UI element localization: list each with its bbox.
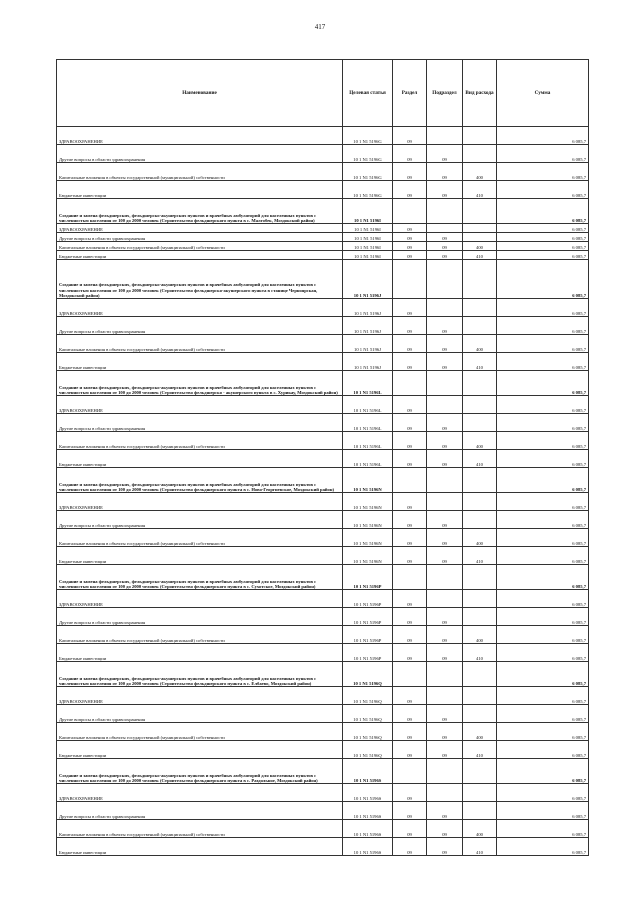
cell-sum: 6 085,7 bbox=[497, 784, 589, 802]
cell-sum: 6 085,7 bbox=[497, 432, 589, 450]
cell-type bbox=[463, 224, 497, 233]
cell-name: Другие вопросы в области здравоохранения bbox=[57, 511, 343, 529]
cell-code: 10 1 N1 5196N bbox=[343, 493, 393, 511]
cell-code: 10 1 N1 5196I bbox=[343, 233, 393, 242]
cell-subsection bbox=[427, 493, 463, 511]
cell-type bbox=[463, 371, 497, 396]
cell-code: 10 1 N1 5196J bbox=[343, 299, 393, 317]
cell-sum: 6 085,7 bbox=[497, 802, 589, 820]
table-row bbox=[57, 590, 589, 608]
cell-section bbox=[393, 371, 427, 396]
cell-code: 10 1 N1 5196S bbox=[343, 820, 393, 838]
table-row bbox=[57, 529, 589, 547]
cell-sum: 6 085,7 bbox=[497, 251, 589, 260]
cell-section: 09 bbox=[393, 181, 427, 199]
cell-code: 10 1 N1 5196P bbox=[343, 608, 393, 626]
cell-name: ЗДРАВООХРАНЕНИЕ bbox=[57, 224, 343, 233]
table-row bbox=[57, 687, 589, 705]
cell-sum: 6 085,7 bbox=[497, 468, 589, 493]
cell-name: Бюджетные инвестиции bbox=[57, 251, 343, 260]
cell-section: 09 bbox=[393, 511, 427, 529]
cell-section: 09 bbox=[393, 396, 427, 414]
cell-name: Бюджетные инвестиции bbox=[57, 741, 343, 759]
cell-name: Создание и замена фельдшерских, фельдшерско-акушерских пунктов и врачебных амбулаторий для населенных пунктов с численностью населения от 100 до 2000 человек (Строительство фельдшерско-акушерского пункта в станице Черноярская, Моздокский район) bbox=[57, 260, 343, 299]
cell-name: ЗДРАВООХРАНЕНИЕ bbox=[57, 784, 343, 802]
cell-name: Другие вопросы в области здравоохранения bbox=[57, 233, 343, 242]
cell-type: 410 bbox=[463, 547, 497, 565]
cell-type bbox=[463, 608, 497, 626]
cell-subsection: 09 bbox=[427, 705, 463, 723]
cell-code: 10 1 N1 5196L bbox=[343, 414, 393, 432]
cell-code: 10 1 N1 5196P bbox=[343, 590, 393, 608]
cell-section bbox=[393, 468, 427, 493]
cell-name: Капитальные вложения в объекты государственной (муниципальной) собственности bbox=[57, 626, 343, 644]
cell-name: Бюджетные инвестиции bbox=[57, 450, 343, 468]
cell-sum: 6 085,7 bbox=[497, 511, 589, 529]
cell-sum: 6 085,7 bbox=[497, 199, 589, 224]
cell-subsection: 09 bbox=[427, 838, 463, 856]
table-row bbox=[57, 335, 589, 353]
cell-code: 10 1 N1 5196L bbox=[343, 432, 393, 450]
budget-table bbox=[56, 59, 589, 856]
cell-type: 400 bbox=[463, 242, 497, 251]
cell-sum: 6 085,7 bbox=[497, 371, 589, 396]
cell-section: 09 bbox=[393, 741, 427, 759]
cell-sum: 6 085,7 bbox=[497, 224, 589, 233]
cell-subsection bbox=[427, 371, 463, 396]
cell-code: 10 1 N1 5196L bbox=[343, 371, 393, 396]
cell-section: 09 bbox=[393, 529, 427, 547]
cell-code: 10 1 N1 5196J bbox=[343, 260, 393, 299]
cell-sum: 6 085,7 bbox=[497, 626, 589, 644]
cell-type: 400 bbox=[463, 163, 497, 181]
table-row bbox=[57, 181, 589, 199]
cell-name: ЗДРАВООХРАНЕНИЕ bbox=[57, 687, 343, 705]
cell-section: 09 bbox=[393, 414, 427, 432]
cell-code: 10 1 N1 5196N bbox=[343, 529, 393, 547]
cell-sum: 6 085,7 bbox=[497, 644, 589, 662]
cell-name: Другие вопросы в области здравоохранения bbox=[57, 145, 343, 163]
cell-name: ЗДРАВООХРАНЕНИЕ bbox=[57, 396, 343, 414]
cell-code: 10 1 N1 5196I bbox=[343, 242, 393, 251]
cell-code: 10 1 N1 5196Q bbox=[343, 662, 393, 687]
cell-code: 10 1 N1 5196P bbox=[343, 565, 393, 590]
cell-section bbox=[393, 759, 427, 784]
cell-subsection: 09 bbox=[427, 547, 463, 565]
cell-name: ЗДРАВООХРАНЕНИЕ bbox=[57, 493, 343, 511]
cell-code: 10 1 N1 5196P bbox=[343, 644, 393, 662]
table-row bbox=[57, 820, 589, 838]
cell-name: ЗДРАВООХРАНЕНИЕ bbox=[57, 590, 343, 608]
cell-name: Капитальные вложения в объекты государственной (муниципальной) собственности bbox=[57, 432, 343, 450]
cell-subsection bbox=[427, 199, 463, 224]
cell-code: 10 1 N1 5196N bbox=[343, 511, 393, 529]
cell-sum: 6 085,7 bbox=[497, 353, 589, 371]
table-row bbox=[57, 644, 589, 662]
table-row bbox=[57, 723, 589, 741]
cell-section: 09 bbox=[393, 784, 427, 802]
cell-subsection bbox=[427, 662, 463, 687]
cell-sum: 6 085,7 bbox=[497, 687, 589, 705]
table-row bbox=[57, 608, 589, 626]
table-row bbox=[57, 547, 589, 565]
table-row bbox=[57, 251, 589, 260]
cell-subsection: 09 bbox=[427, 450, 463, 468]
cell-sum: 6 085,7 bbox=[497, 741, 589, 759]
cell-subsection: 09 bbox=[427, 181, 463, 199]
cell-section bbox=[393, 199, 427, 224]
cell-type bbox=[463, 396, 497, 414]
cell-subsection: 09 bbox=[427, 414, 463, 432]
cell-subsection: 09 bbox=[427, 820, 463, 838]
cell-code: 10 1 N1 5196L bbox=[343, 450, 393, 468]
table-row bbox=[57, 317, 589, 335]
table-row bbox=[57, 432, 589, 450]
cell-subsection: 09 bbox=[427, 644, 463, 662]
cell-subsection bbox=[427, 759, 463, 784]
cell-name: Капитальные вложения в объекты государственной (муниципальной) собственности bbox=[57, 820, 343, 838]
cell-section: 09 bbox=[393, 450, 427, 468]
cell-section: 09 bbox=[393, 163, 427, 181]
cell-name: Создание и замена фельдшерских, фельдшерско-акушерских пунктов и врачебных амбулаторий для населенных пунктов с численностью населения от 100 до 2000 человек (Строительство фельдшерского пункта в с. Елбаево, Моздокский район) bbox=[57, 662, 343, 687]
cell-subsection: 09 bbox=[427, 741, 463, 759]
cell-code: 10 1 N1 5196Q bbox=[343, 687, 393, 705]
cell-section: 09 bbox=[393, 353, 427, 371]
cell-name: Создание и замена фельдшерских, фельдшерско-акушерских пунктов и врачебных амбулаторий для населенных пунктов с численностью населения от 100 до 2000 человек (Строительство фельдшерского пункта в с. Малгобек, Моздокский район) bbox=[57, 199, 343, 224]
cell-subsection: 09 bbox=[427, 242, 463, 251]
cell-type bbox=[463, 317, 497, 335]
table-row bbox=[57, 233, 589, 242]
cell-subsection: 09 bbox=[427, 626, 463, 644]
cell-section: 09 bbox=[393, 626, 427, 644]
cell-section: 09 bbox=[393, 547, 427, 565]
cell-type bbox=[463, 145, 497, 163]
cell-code: 10 1 N1 5196I bbox=[343, 224, 393, 233]
cell-subsection: 09 bbox=[427, 529, 463, 547]
cell-type: 400 bbox=[463, 335, 497, 353]
cell-type bbox=[463, 662, 497, 687]
cell-type bbox=[463, 299, 497, 317]
cell-code: 10 1 N1 5196J bbox=[343, 353, 393, 371]
table-group-row bbox=[57, 199, 589, 224]
cell-type bbox=[463, 565, 497, 590]
cell-code: 10 1 N1 5196S bbox=[343, 784, 393, 802]
cell-sum: 6 085,7 bbox=[497, 608, 589, 626]
cell-type: 410 bbox=[463, 251, 497, 260]
cell-sum: 6 085,7 bbox=[497, 145, 589, 163]
cell-sum: 6 085,7 bbox=[497, 233, 589, 242]
cell-section: 09 bbox=[393, 802, 427, 820]
cell-type bbox=[463, 233, 497, 242]
cell-type: 400 bbox=[463, 529, 497, 547]
cell-subsection bbox=[427, 224, 463, 233]
table-body bbox=[57, 127, 589, 856]
cell-subsection: 09 bbox=[427, 353, 463, 371]
cell-sum: 6 085,7 bbox=[497, 260, 589, 299]
cell-subsection: 09 bbox=[427, 233, 463, 242]
table-row bbox=[57, 353, 589, 371]
cell-type bbox=[463, 468, 497, 493]
cell-type: 400 bbox=[463, 432, 497, 450]
cell-sum: 6 085,7 bbox=[497, 450, 589, 468]
cell-section bbox=[393, 662, 427, 687]
table-row bbox=[57, 145, 589, 163]
cell-section: 09 bbox=[393, 590, 427, 608]
cell-sum: 6 085,7 bbox=[497, 414, 589, 432]
cell-code: 10 1 N1 5196Q bbox=[343, 705, 393, 723]
cell-section: 09 bbox=[393, 723, 427, 741]
cell-section: 09 bbox=[393, 820, 427, 838]
cell-type bbox=[463, 493, 497, 511]
cell-subsection: 09 bbox=[427, 432, 463, 450]
cell-subsection bbox=[427, 590, 463, 608]
cell-subsection: 09 bbox=[427, 145, 463, 163]
cell-name: Бюджетные инвестиции bbox=[57, 353, 343, 371]
cell-type: 400 bbox=[463, 723, 497, 741]
header-section: Раздел bbox=[393, 60, 427, 127]
cell-section: 09 bbox=[393, 432, 427, 450]
cell-type: 400 bbox=[463, 820, 497, 838]
cell-code: 10 1 N1 5196J bbox=[343, 317, 393, 335]
cell-sum: 6 085,7 bbox=[497, 335, 589, 353]
table-group-row bbox=[57, 662, 589, 687]
cell-type: 410 bbox=[463, 644, 497, 662]
cell-section: 09 bbox=[393, 127, 427, 145]
cell-sum: 6 085,7 bbox=[497, 299, 589, 317]
cell-type bbox=[463, 127, 497, 145]
cell-sum: 6 085,7 bbox=[497, 242, 589, 251]
table-row bbox=[57, 784, 589, 802]
cell-sum: 6 085,7 bbox=[497, 705, 589, 723]
cell-section: 09 bbox=[393, 299, 427, 317]
cell-name: Создание и замена фельдшерских, фельдшерско-акушерских пунктов и врачебных амбулаторий для населенных пунктов с численностью населения от 100 до 2000 человек (Строительство фельдшерско - акушерского пункта в с. Хурикау, Моздокский район) bbox=[57, 371, 343, 396]
cell-sum: 6 085,7 bbox=[497, 820, 589, 838]
cell-section: 09 bbox=[393, 493, 427, 511]
cell-subsection: 09 bbox=[427, 163, 463, 181]
cell-type bbox=[463, 687, 497, 705]
cell-type: 410 bbox=[463, 741, 497, 759]
table-row bbox=[57, 626, 589, 644]
table-row bbox=[57, 127, 589, 145]
cell-type: 400 bbox=[463, 626, 497, 644]
cell-sum: 6 085,7 bbox=[497, 493, 589, 511]
cell-type bbox=[463, 199, 497, 224]
table-group-row bbox=[57, 468, 589, 493]
cell-code: 10 1 N1 5196P bbox=[343, 626, 393, 644]
table-row bbox=[57, 414, 589, 432]
cell-type bbox=[463, 705, 497, 723]
cell-name: ЗДРАВООХРАНЕНИЕ bbox=[57, 299, 343, 317]
cell-name: Другие вопросы в области здравоохранения bbox=[57, 608, 343, 626]
cell-type bbox=[463, 511, 497, 529]
cell-section: 09 bbox=[393, 233, 427, 242]
cell-code: 10 1 N1 5196I bbox=[343, 199, 393, 224]
cell-code: 10 1 N1 5196G bbox=[343, 181, 393, 199]
cell-sum: 6 085,7 bbox=[497, 396, 589, 414]
cell-code: 10 1 N1 5196S bbox=[343, 759, 393, 784]
cell-code: 10 1 N1 5196Q bbox=[343, 723, 393, 741]
cell-section: 09 bbox=[393, 705, 427, 723]
table-header bbox=[57, 60, 589, 127]
cell-type bbox=[463, 590, 497, 608]
cell-sum: 6 085,7 bbox=[497, 127, 589, 145]
cell-section: 09 bbox=[393, 145, 427, 163]
table-row bbox=[57, 224, 589, 233]
cell-sum: 6 085,7 bbox=[497, 723, 589, 741]
cell-subsection: 09 bbox=[427, 335, 463, 353]
cell-subsection bbox=[427, 260, 463, 299]
cell-type bbox=[463, 414, 497, 432]
cell-name: Другие вопросы в области здравоохранения bbox=[57, 414, 343, 432]
table-row bbox=[57, 396, 589, 414]
cell-name: Создание и замена фельдшерских, фельдшерско-акушерских пунктов и врачебных амбулаторий для населенных пунктов с численностью населения от 100 до 2000 человек (Строительство фельдшерского пункта в с. Раздольное, Моздокский район) bbox=[57, 759, 343, 784]
cell-subsection bbox=[427, 127, 463, 145]
cell-name: Капитальные вложения в объекты государственной (муниципальной) собственности bbox=[57, 723, 343, 741]
cell-subsection bbox=[427, 396, 463, 414]
cell-type bbox=[463, 802, 497, 820]
header-name: Наименование bbox=[57, 60, 343, 127]
cell-sum: 6 085,7 bbox=[497, 838, 589, 856]
cell-name: Бюджетные инвестиции bbox=[57, 644, 343, 662]
cell-code: 10 1 N1 5196N bbox=[343, 547, 393, 565]
table-row bbox=[57, 741, 589, 759]
header-subsection: Подраздел bbox=[427, 60, 463, 127]
cell-name: Создание и замена фельдшерских, фельдшерско-акушерских пунктов и врачебных амбулаторий для населенных пунктов с численностью населения от 100 до 2000 человек (Строительство фельдшерского пункта в с. Ново-Георгиевское, Моздокский район) bbox=[57, 468, 343, 493]
cell-section: 09 bbox=[393, 335, 427, 353]
cell-code: 10 1 N1 5196G bbox=[343, 145, 393, 163]
cell-sum: 6 085,7 bbox=[497, 529, 589, 547]
cell-subsection: 09 bbox=[427, 608, 463, 626]
table-group-row bbox=[57, 565, 589, 590]
cell-subsection bbox=[427, 299, 463, 317]
cell-sum: 6 085,7 bbox=[497, 590, 589, 608]
cell-type: 410 bbox=[463, 838, 497, 856]
cell-section: 09 bbox=[393, 838, 427, 856]
cell-name: ЗДРАВООХРАНЕНИЕ bbox=[57, 127, 343, 145]
cell-section: 09 bbox=[393, 251, 427, 260]
cell-name: Бюджетные инвестиции bbox=[57, 181, 343, 199]
cell-name: Капитальные вложения в объекты государственной (муниципальной) собственности bbox=[57, 163, 343, 181]
cell-sum: 6 085,7 bbox=[497, 759, 589, 784]
cell-subsection bbox=[427, 468, 463, 493]
cell-subsection: 09 bbox=[427, 802, 463, 820]
table-row bbox=[57, 163, 589, 181]
table-row bbox=[57, 802, 589, 820]
cell-subsection: 09 bbox=[427, 723, 463, 741]
cell-name: Другие вопросы в области здравоохранения bbox=[57, 317, 343, 335]
cell-code: 10 1 N1 5196Q bbox=[343, 741, 393, 759]
cell-name: Бюджетные инвестиции bbox=[57, 838, 343, 856]
cell-subsection bbox=[427, 565, 463, 590]
cell-type: 410 bbox=[463, 353, 497, 371]
cell-code: 10 1 N1 5196S bbox=[343, 802, 393, 820]
cell-sum: 6 085,7 bbox=[497, 565, 589, 590]
table-row bbox=[57, 705, 589, 723]
cell-name: Капитальные вложения в объекты государственной (муниципальной) собственности bbox=[57, 335, 343, 353]
cell-section: 09 bbox=[393, 608, 427, 626]
cell-subsection bbox=[427, 784, 463, 802]
table-row bbox=[57, 511, 589, 529]
cell-name: Другие вопросы в области здравоохранения bbox=[57, 705, 343, 723]
cell-type: 410 bbox=[463, 450, 497, 468]
cell-code: 10 1 N1 5196I bbox=[343, 251, 393, 260]
table-row bbox=[57, 242, 589, 251]
cell-section: 09 bbox=[393, 242, 427, 251]
header-code: Целевая статья bbox=[343, 60, 393, 127]
table-row bbox=[57, 299, 589, 317]
cell-name: Другие вопросы в области здравоохранения bbox=[57, 802, 343, 820]
cell-section: 09 bbox=[393, 644, 427, 662]
cell-subsection: 09 bbox=[427, 251, 463, 260]
table-group-row bbox=[57, 759, 589, 784]
page-number: 417 bbox=[314, 23, 326, 31]
cell-code: 10 1 N1 5196J bbox=[343, 335, 393, 353]
cell-code: 10 1 N1 5196N bbox=[343, 468, 393, 493]
cell-section: 09 bbox=[393, 687, 427, 705]
cell-section: 09 bbox=[393, 317, 427, 335]
cell-sum: 6 085,7 bbox=[497, 317, 589, 335]
cell-type bbox=[463, 759, 497, 784]
table-group-row bbox=[57, 260, 589, 299]
cell-subsection: 09 bbox=[427, 511, 463, 529]
cell-type: 410 bbox=[463, 181, 497, 199]
cell-code: 10 1 N1 5196S bbox=[343, 838, 393, 856]
table-group-row bbox=[57, 371, 589, 396]
cell-sum: 6 085,7 bbox=[497, 662, 589, 687]
cell-sum: 6 085,7 bbox=[497, 181, 589, 199]
header-row bbox=[57, 60, 589, 127]
cell-sum: 6 085,7 bbox=[497, 163, 589, 181]
cell-name: Бюджетные инвестиции bbox=[57, 547, 343, 565]
cell-section bbox=[393, 565, 427, 590]
cell-subsection: 09 bbox=[427, 317, 463, 335]
cell-code: 10 1 N1 5196G bbox=[343, 163, 393, 181]
cell-code: 10 1 N1 5196G bbox=[343, 127, 393, 145]
cell-name: Капитальные вложения в объекты государственной (муниципальной) собственности bbox=[57, 529, 343, 547]
cell-type bbox=[463, 784, 497, 802]
table-row bbox=[57, 450, 589, 468]
cell-subsection bbox=[427, 687, 463, 705]
cell-name: Создание и замена фельдшерских, фельдшерско-акушерских пунктов и врачебных амбулаторий для населенных пунктов с численностью населения от 100 до 2000 человек (Строительство фельдшерского пункта в с. Сухотское, Моздокский район) bbox=[57, 565, 343, 590]
header-type: Вид расхода bbox=[463, 60, 497, 127]
cell-name: Капитальные вложения в объекты государственной (муниципальной) собственности bbox=[57, 242, 343, 251]
table-row bbox=[57, 493, 589, 511]
cell-section: 09 bbox=[393, 224, 427, 233]
cell-type bbox=[463, 260, 497, 299]
cell-code: 10 1 N1 5196L bbox=[343, 396, 393, 414]
cell-section bbox=[393, 260, 427, 299]
header-sum: Сумма bbox=[497, 60, 589, 127]
table-row bbox=[57, 838, 589, 856]
cell-sum: 6 085,7 bbox=[497, 547, 589, 565]
